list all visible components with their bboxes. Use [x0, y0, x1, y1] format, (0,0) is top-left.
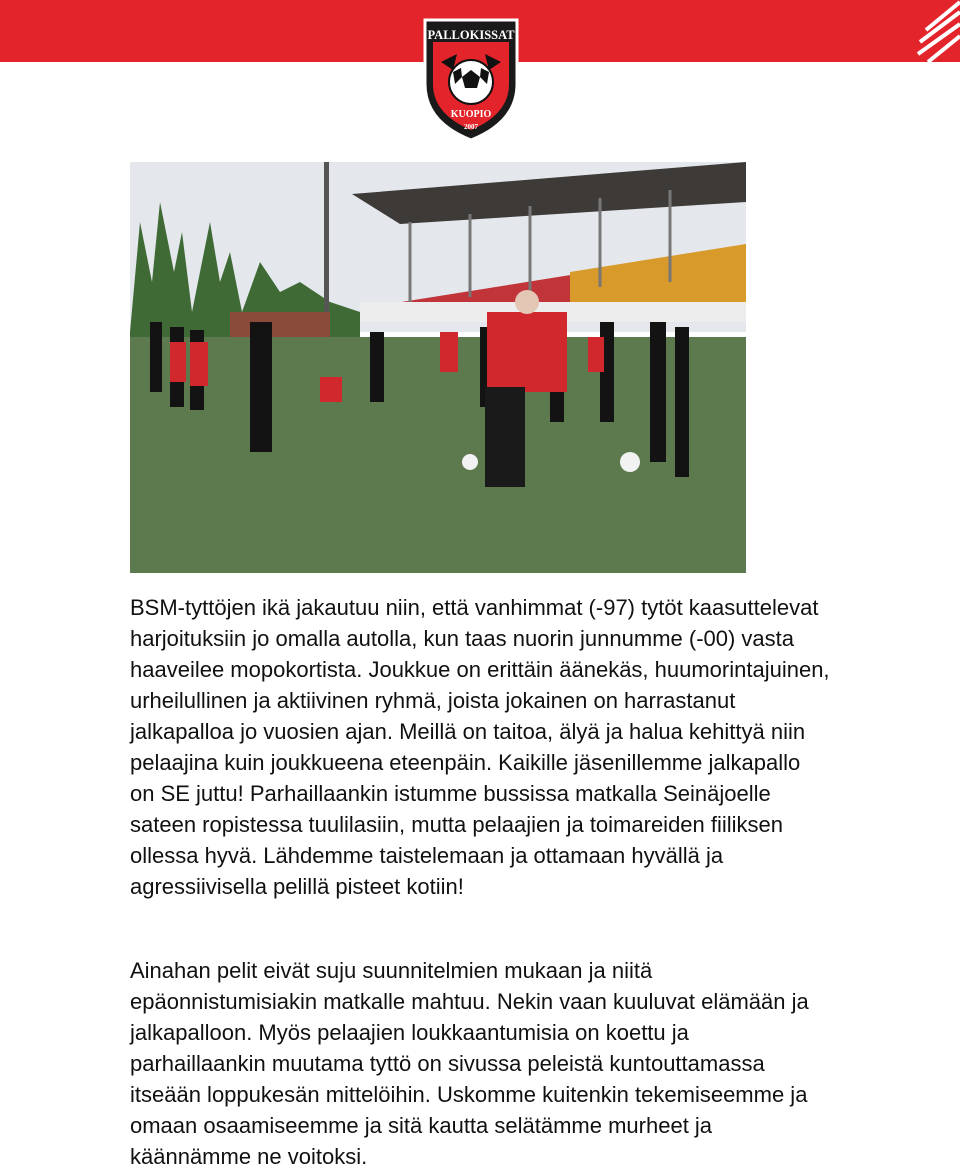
- stripes-decoration-icon: [890, 0, 960, 62]
- paragraph-2-text: Ainahan pelit eivät suju suunnitelmien mukaan ja niitä epäonnistumisiakin matkalle mahtuu. Nekin vaan kuuluvat elämään ja jalkapalloon. Myös pelaajien loukkaantumisia on koettu ja parhaillaankin muutama tyttö on sivussa peleistä kuntouttamassa itseään loppukesän mittelöihin. Uskomme kuitenkin tekemiseemme ja omaan osaamiseemme ja sitä kautta selätämme murheet ja käännämme ne voitoksi.: [130, 958, 809, 1169]
- body-paragraph-1: [130, 592, 830, 902]
- team-training-photo: [130, 162, 746, 573]
- paragraph-1-text: BSM-tyttöjen ikä jakautuu niin, että vanhimmat (-97) tytöt kaasuttelevat harjoituksiin jo omalla autolla, kun taas nuorin junnumme (-00) vasta haaveilee mopokortista. Joukkue on erittäin äänekäs, huumorintajuinen, urheilullinen ja aktiivinen ryhmä, joista jokainen on harrastanut jalkapalloa jo vuosien ajan. Meillä on taitoa, älyä ja halua kehittyä niin pelaajina kuin joukkueena eteenpäin. Kaikille jäsenillemme jalkapallo on SE juttu! Parhaillaankin istumme bussissa matkalla Seinäjoelle sateen ropistessa tuulilasiin, mutta pelaajien ja toimareiden fiiliksen ollessa hyvä. Lähdemme taistelemaan ja ottamaan hyvällä ja agressiivisella pelillä pisteet kotiin!: [130, 595, 830, 899]
- logo-name: PALLOKISSAT: [427, 28, 515, 42]
- logo-year: 2007: [464, 123, 478, 131]
- logo-city: KUOPIO: [450, 109, 492, 120]
- body-paragraph-2: [130, 955, 830, 1172]
- pallokissat-logo: [419, 14, 523, 142]
